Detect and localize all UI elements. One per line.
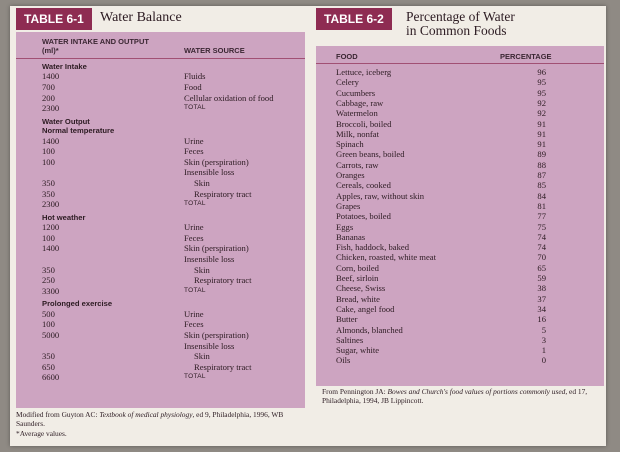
- table1-col-amount-header: WATER INTAKE AND OUTPUT (ml)*: [42, 37, 149, 55]
- table-row: [16, 330, 305, 341]
- table-row: [316, 283, 604, 293]
- table-row: [316, 294, 604, 304]
- percentage-cell: 84: [537, 190, 546, 201]
- total-label: TOTAL: [184, 200, 206, 208]
- source-cell: Skin: [194, 264, 210, 275]
- table1-footnote-suffix: , ed 9, Philadelphia, 1996, WB Saunders.: [16, 410, 284, 429]
- table-row: [316, 222, 604, 232]
- food-cell: Carrots, raw: [336, 159, 379, 170]
- percentage-cell: 74: [537, 231, 546, 242]
- book-page: [10, 6, 606, 446]
- table1-footnote: [16, 410, 306, 438]
- percentage-cell: 16: [537, 314, 546, 325]
- table1-header-divider: [16, 58, 305, 59]
- amount-cell: 3300: [42, 285, 60, 296]
- amount-cell: 5000: [42, 330, 60, 340]
- percentage-cell: 38: [537, 283, 546, 294]
- table2-header: [316, 8, 606, 44]
- source-cell: Urine: [184, 308, 204, 319]
- table2-col-percentage-header: PERCENTAGE: [500, 52, 552, 61]
- table-row: [316, 67, 604, 77]
- table-row: [316, 345, 604, 355]
- table-row: [316, 211, 604, 221]
- source-cell: Insensible loss: [184, 167, 235, 178]
- amount-cell: 100: [42, 146, 55, 157]
- table-row: [16, 341, 305, 352]
- table2-footnote: [322, 387, 606, 406]
- amount-cell: 1400: [42, 243, 60, 254]
- table-row: [16, 71, 305, 82]
- section-title: Water Output: [42, 116, 90, 126]
- source-cell: Insensible loss: [184, 254, 235, 264]
- table-row: [316, 88, 604, 98]
- amount-cell: 650: [42, 361, 55, 372]
- amount-cell: 350: [42, 264, 55, 275]
- percentage-cell: 91: [537, 128, 546, 139]
- table-row: [16, 265, 305, 276]
- source-cell: Skin (perspiration): [184, 156, 249, 167]
- table-row: [316, 304, 604, 314]
- source-cell: Food: [184, 82, 202, 92]
- percentage-cell: 5: [541, 324, 546, 335]
- table-row: [316, 139, 604, 149]
- table-row: [316, 252, 604, 262]
- amount-cell: 200: [42, 92, 55, 103]
- percentage-cell: 70: [537, 252, 546, 263]
- percentage-cell: 92: [537, 108, 546, 119]
- table-row: [316, 160, 604, 170]
- table-row: [316, 273, 604, 283]
- table-row: [316, 98, 604, 108]
- table1-body: [16, 32, 305, 408]
- source-cell: Insensible loss: [184, 340, 235, 351]
- food-cell: Fish, haddock, baked: [336, 242, 410, 253]
- amount-cell: 2300: [42, 199, 60, 210]
- table-row: [316, 325, 604, 335]
- percentage-cell: 88: [537, 159, 546, 170]
- table-row: [316, 201, 604, 211]
- percentage-cell: 89: [537, 149, 546, 160]
- percentage-cell: 3: [541, 334, 546, 345]
- source-cell: Feces: [184, 319, 204, 330]
- food-cell: Corn, boiled: [336, 262, 379, 273]
- amount-cell: 100: [42, 232, 55, 243]
- percentage-cell: 95: [537, 77, 546, 88]
- table2-header-divider: [316, 63, 604, 64]
- table-row: [16, 233, 305, 244]
- table-row: [16, 243, 305, 254]
- food-cell: Butter: [336, 314, 358, 325]
- food-cell: Saltines: [336, 334, 364, 345]
- source-cell: Cellular oxidation of food: [184, 92, 274, 103]
- total-label: TOTAL: [184, 286, 206, 294]
- table2-footnote-prefix: From Pennington JA:: [322, 387, 388, 396]
- source-cell: Feces: [184, 232, 204, 243]
- food-cell: Cereals, cooked: [336, 180, 391, 191]
- amount-cell: 6600: [42, 372, 60, 383]
- source-cell: Skin: [194, 351, 210, 362]
- table1-header: [16, 8, 304, 30]
- food-cell: Eggs: [336, 221, 354, 232]
- food-cell: Bread, white: [336, 293, 380, 304]
- source-cell: Skin: [194, 178, 210, 188]
- table-row: [16, 167, 305, 178]
- table1-footnote-average: *Average values.: [16, 428, 67, 438]
- source-cell: Skin (perspiration): [184, 243, 249, 254]
- source-cell: Respiratory tract: [194, 188, 252, 199]
- percentage-cell: 81: [537, 200, 546, 211]
- food-cell: Milk, nonfat: [336, 128, 379, 139]
- table-row: [16, 372, 305, 383]
- table-row: [316, 170, 604, 180]
- table-row: [16, 351, 305, 362]
- food-cell: Chicken, roasted, white meat: [336, 252, 436, 263]
- table-row: [316, 355, 604, 365]
- percentage-cell: 87: [537, 170, 546, 180]
- table-row: [16, 136, 305, 147]
- table-row: [316, 191, 604, 201]
- food-cell: Spinach: [336, 139, 364, 150]
- amount-cell: 500: [42, 308, 55, 319]
- table-row: [16, 309, 305, 320]
- section-title: Water Intake: [42, 62, 87, 71]
- food-cell: Bananas: [336, 231, 366, 242]
- food-cell: Cabbage, raw: [336, 97, 384, 108]
- percentage-cell: 96: [537, 67, 546, 77]
- table-row: [316, 263, 604, 273]
- food-cell: Apples, raw, without skin: [336, 190, 424, 201]
- food-cell: Beef, sirloin: [336, 273, 379, 283]
- percentage-cell: 1: [541, 345, 546, 356]
- table1-label: TABLE 6-1: [16, 8, 92, 30]
- source-cell: Skin (perspiration): [184, 330, 249, 340]
- table2-title-line2: in Common Foods: [406, 23, 507, 38]
- table-row: [16, 199, 305, 210]
- amount-cell: 350: [42, 188, 55, 199]
- table-row: [316, 180, 604, 190]
- table-row: [16, 189, 305, 200]
- food-cell: Grapes: [336, 200, 361, 211]
- percentage-cell: 75: [537, 221, 546, 232]
- table-row: [316, 314, 604, 324]
- table-row: [316, 77, 604, 87]
- amount-cell: 100: [42, 156, 55, 167]
- amount-cell: 350: [42, 351, 55, 362]
- food-cell: Almonds, blanched: [336, 324, 403, 335]
- section-title: Prolonged exercise: [42, 299, 113, 309]
- food-cell: Sugar, white: [336, 345, 380, 356]
- table-row: [16, 157, 305, 168]
- table-row: [16, 275, 305, 286]
- section-subtitle: Normal temperature: [42, 126, 115, 136]
- table-row: [16, 254, 305, 265]
- food-cell: Cucumbers: [336, 87, 376, 98]
- table-row: [16, 103, 305, 114]
- percentage-cell: 77: [537, 211, 546, 222]
- food-cell: Green beans, boiled: [336, 149, 405, 160]
- food-cell: Potatoes, boiled: [336, 211, 391, 222]
- table2-footnote-suffix: , ed 17, Philadelphia, 1994, JB Lippincott.: [322, 387, 588, 406]
- table2-title-line1: Percentage of Water: [406, 9, 515, 24]
- source-cell: Respiratory tract: [194, 361, 252, 372]
- table-row: [16, 222, 305, 233]
- table1-footnote-prefix: Modified from Guyton AC:: [16, 410, 100, 419]
- table2-col-food-header: FOOD: [336, 52, 358, 61]
- table2-body: [316, 46, 604, 386]
- table-row: [16, 319, 305, 330]
- table1-footnote-book: Textbook of medical physiology: [99, 410, 193, 419]
- amount-cell: 250: [42, 275, 55, 286]
- percentage-cell: 91: [537, 118, 546, 129]
- table2-footnote-book: Bowes and Church's food values of portions commonly used: [387, 387, 566, 396]
- amount-cell: 2300: [42, 103, 60, 114]
- food-cell: Cheese, Swiss: [336, 283, 386, 294]
- source-cell: Fluids: [184, 71, 206, 82]
- table-row: [16, 286, 305, 297]
- percentage-cell: 34: [537, 303, 546, 314]
- source-cell: Urine: [184, 135, 204, 146]
- food-cell: Oils: [336, 355, 351, 366]
- percentage-cell: 74: [537, 242, 546, 253]
- percentage-cell: 85: [537, 180, 546, 191]
- table-row: [316, 149, 604, 159]
- percentage-cell: 92: [537, 97, 546, 108]
- table-row: [16, 362, 305, 373]
- source-cell: Respiratory tract: [194, 275, 252, 286]
- table-row: [316, 335, 604, 345]
- table-row: [316, 119, 604, 129]
- amount-cell: 100: [42, 319, 55, 330]
- table1-title: Water Balance: [100, 10, 182, 25]
- section-title: Hot weather: [42, 212, 86, 222]
- amount-cell: 700: [42, 82, 55, 92]
- amount-cell: 1200: [42, 222, 60, 233]
- percentage-cell: 59: [537, 273, 546, 283]
- amount-cell: 1400: [42, 71, 60, 82]
- food-cell: Cake, angel food: [336, 303, 395, 314]
- total-label: TOTAL: [184, 373, 206, 381]
- table-row: [316, 232, 604, 242]
- percentage-cell: 65: [537, 262, 546, 273]
- table-row: [16, 82, 305, 93]
- table2-label: TABLE 6-2: [316, 8, 392, 30]
- percentage-cell: 95: [537, 87, 546, 98]
- food-cell: Celery: [336, 77, 359, 88]
- table-row: [16, 178, 305, 189]
- percentage-cell: 0: [541, 355, 546, 366]
- table-row: [16, 93, 305, 104]
- source-cell: Urine: [184, 222, 204, 233]
- amount-cell: 350: [42, 178, 55, 188]
- table-row: [16, 146, 305, 157]
- amount-cell: 1400: [42, 135, 60, 146]
- food-cell: Oranges: [336, 170, 365, 180]
- table-row: [316, 242, 604, 252]
- table-row: [316, 129, 604, 139]
- table2-title: [406, 10, 515, 38]
- table-row: [316, 108, 604, 118]
- food-cell: Watermelon: [336, 108, 378, 119]
- total-label: TOTAL: [184, 104, 206, 112]
- source-cell: Feces: [184, 146, 204, 157]
- percentage-cell: 37: [537, 293, 546, 304]
- food-cell: Broccoli, boiled: [336, 118, 392, 129]
- food-cell: Lettuce, iceberg: [336, 67, 392, 77]
- percentage-cell: 91: [537, 139, 546, 150]
- table1-col-source-header: WATER SOURCE: [184, 46, 245, 55]
